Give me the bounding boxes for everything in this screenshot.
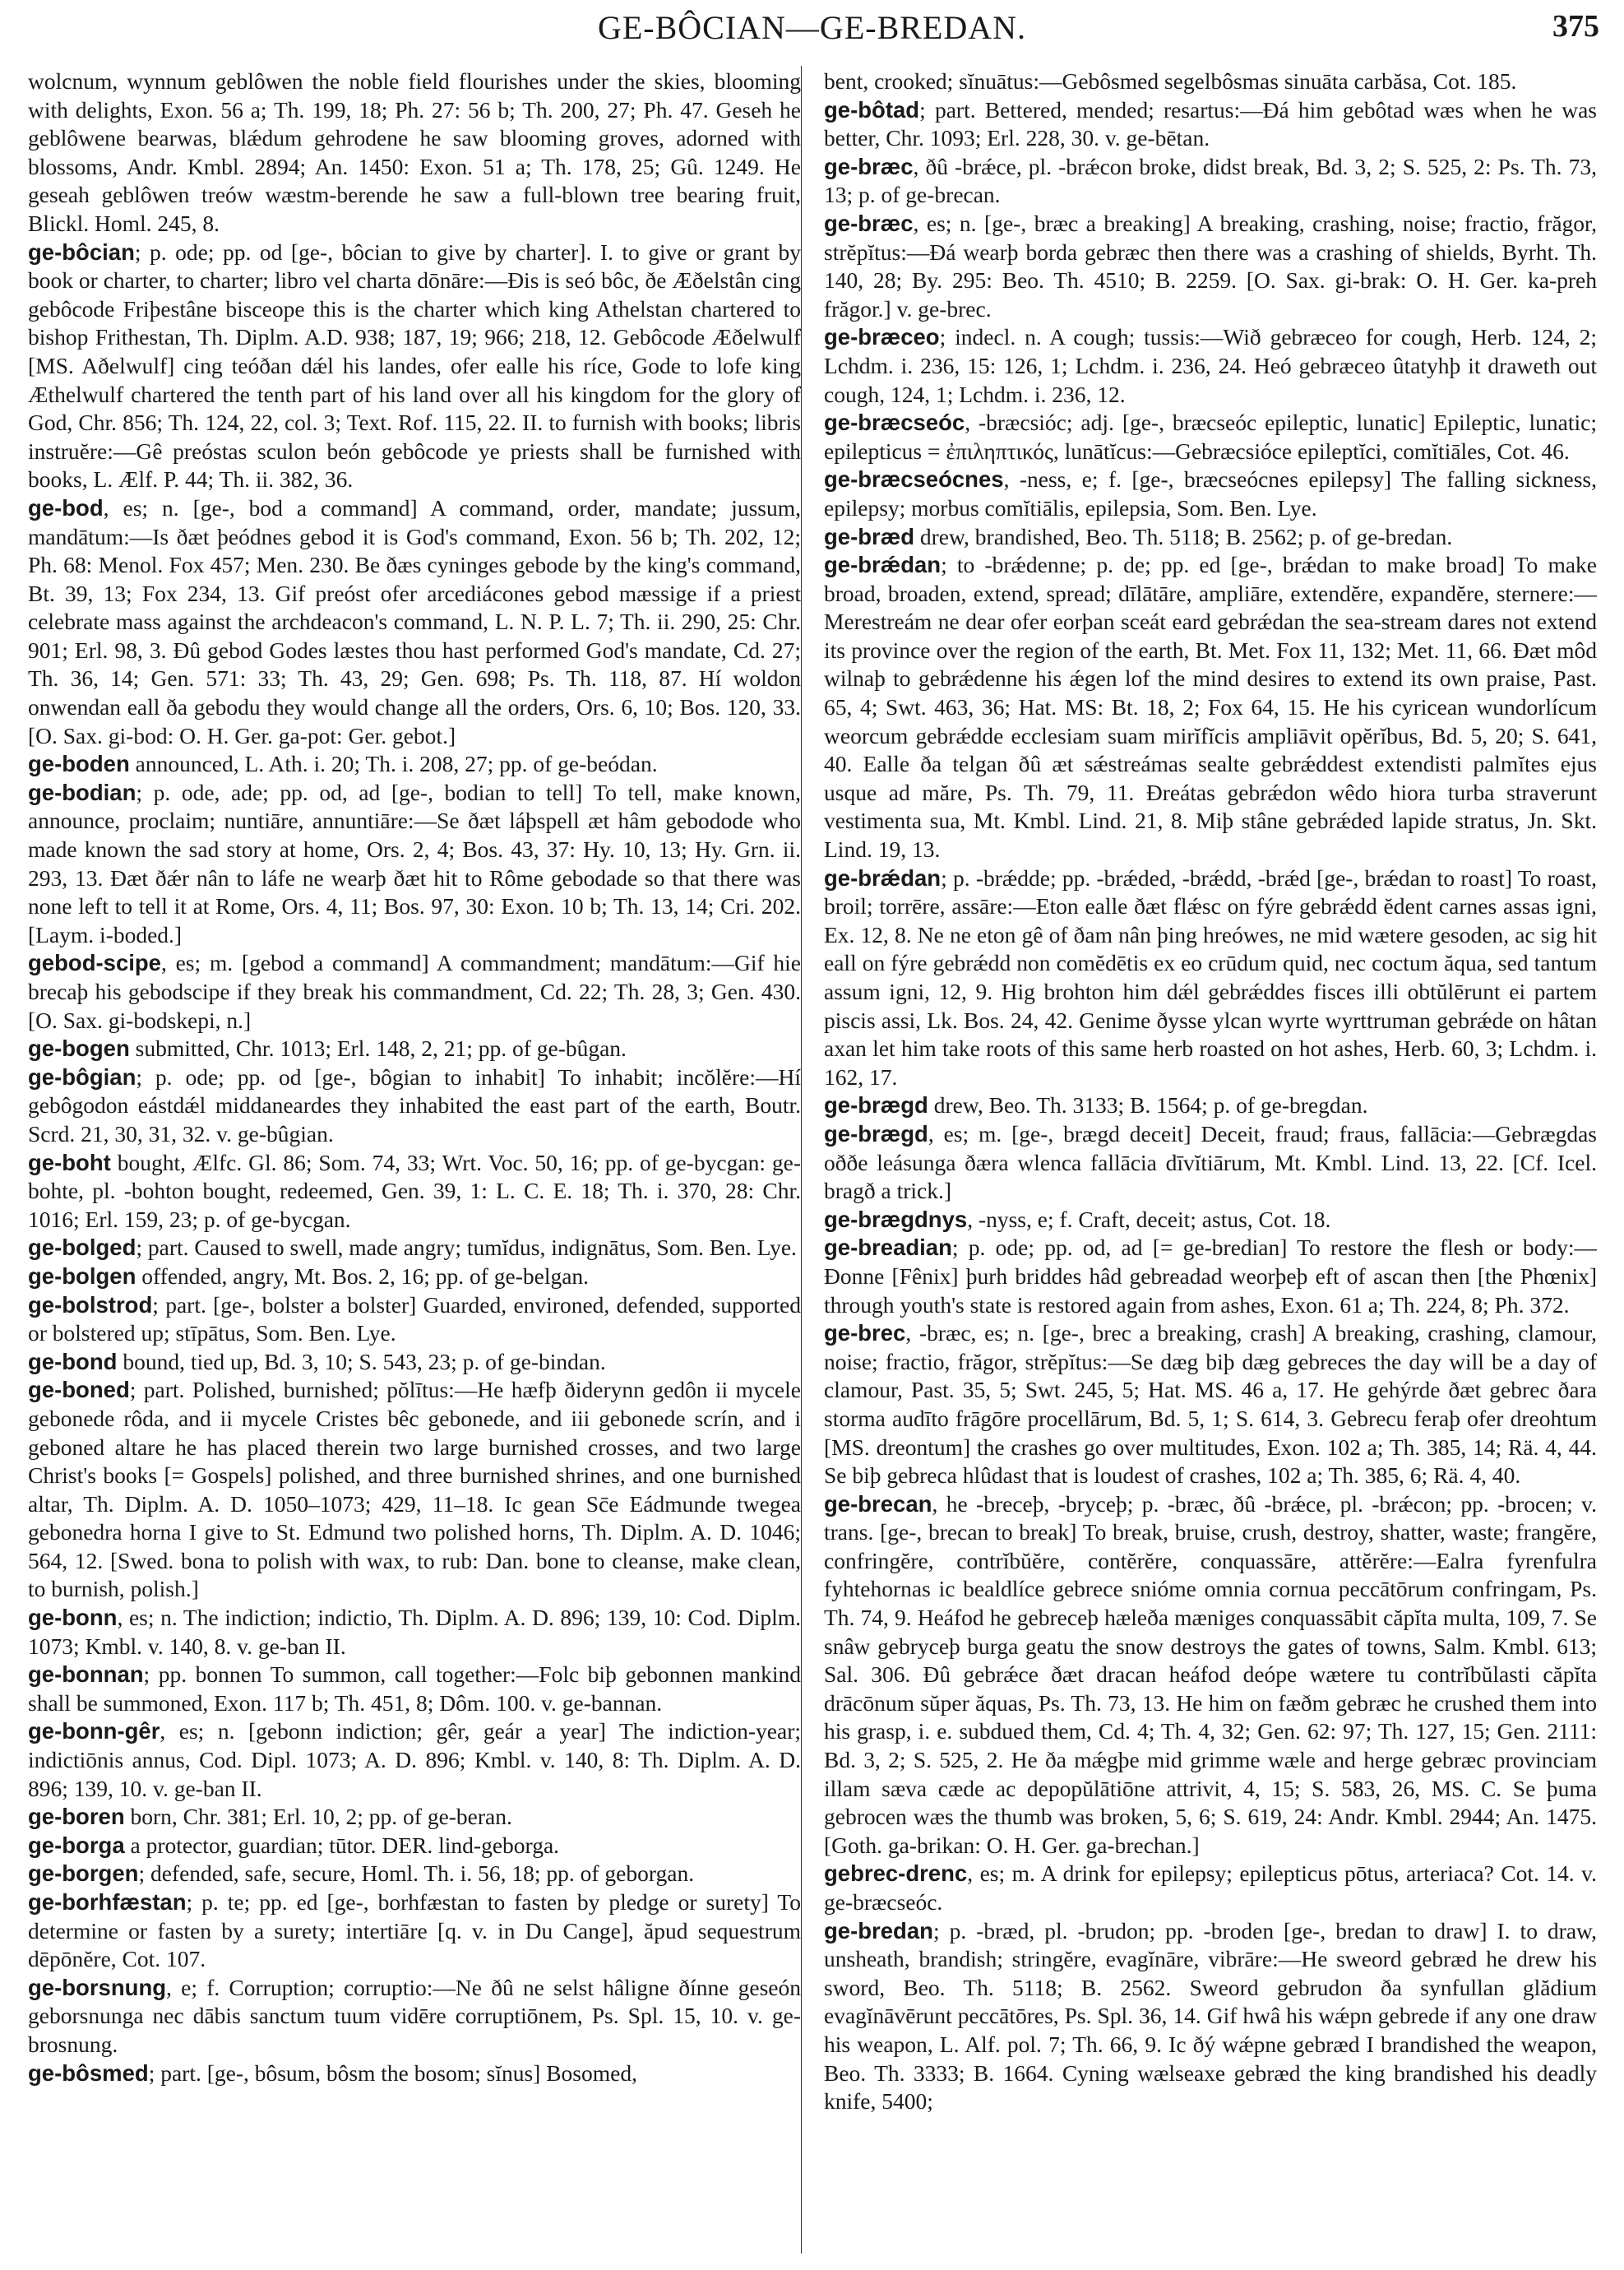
entry-text: bought, Ælfc. Gl. 86; Som. 74, 33; Wrt. Voc. 50, 16; pp. of ge-bycgan: ge-bohte, pl. -bohton bought, redeemed, Gen. 39, 1: L. C. E. 18; Th. i. 370, 28: Chr. 1016; Erl. 159, 23; p. of ge-bycgan. <box>28 1149 801 1232</box>
headword: ge-bond <box>28 1348 118 1374</box>
entry-text: ; p. te; pp. ed [ge-, borhfæstan to fasten by pledge or surety] To determine or fasten by a surety; intertiāre [q. v. in Du Cange], ăpud sequestrum dēpōnĕre, Cot. 107. <box>28 1889 801 1972</box>
headword: ge-bræceo <box>824 324 940 350</box>
entry-text: bent, crooked; sĭnuātus:—Gebôsmed segelbôsmas sinuāta carbăsa, Cot. 185. <box>824 68 1517 94</box>
dictionary-entry <box>28 1234 801 1262</box>
entry-text: ; p. ode; pp. od [ge-, bôcian to give by charter]. I. to give or grant by book or charter, to charter; libro vel charta dōnāre:—Ðis is seó bôc, ðe Æðelstân cing gebôcode Friþestâne bisceope this is the charter which king Athelstan chartered to bishop Frithestan, Th. Diplm. A.D. 938; 187, 19; 966; 218, 12. Gebôcode Æðelwulf [MS. Aðelwulf] cing teóðan dǽl his landes, ofer ealle his ríce, Gode to lofe king Æthelwulf chartered the tenth part of his land over all his kingdom for the glory of God, Chr. 856; Th. 124, 22, col. 3; Text. Rof. 115, 22. II. to furnish with books; libris instruĕre:—Gê preóstas sculon beón gebôcode ye priests shall be furnished with books, L. Ælf. P. 44; Th. ii. 382, 36. <box>28 239 801 493</box>
headword: ge-bonn-gêr <box>28 1718 160 1744</box>
headword: ge-breadian <box>824 1235 952 1261</box>
entry-text: ; part. [ge-, bôsum, bôsm the bosom; sĭnus] Bosomed, <box>148 2059 637 2086</box>
headword: ge-bonn <box>28 1605 118 1631</box>
dictionary-entry <box>824 153 1597 210</box>
dictionary-entry <box>28 1376 801 1604</box>
dictionary-entry <box>824 409 1597 466</box>
right-column <box>824 67 1597 2255</box>
dictionary-entry <box>28 1035 801 1063</box>
entry-text: , -bræc, es; n. [ge-, brec a breaking, crash] A breaking, crashing, clamour, noise; fractio, frăgor, strĕpĭtus:—Se dæg biþ dæg gebreces the day will be a day of clamour, Past. 35, 5; Swt. 245, 5; Hat. MS. 46 a, 17. He gehýrde ðæt gebrec ðara storma audīto frāgōre procellārum, Bd. 5, 1; S. 614, 3. Gebrecu feraþ ofer dreohtum [MS. dreontum] the crashes go over multitudes, Exon. 102 a; Th. 385, 14; Rä. 4, 44. Se biþ gebreca hlûdast that is loudest of crashes, 102 a; Th. 385, 6; Rä. 4, 40. <box>824 1320 1597 1489</box>
headword: ge-borgen <box>28 1860 139 1887</box>
headword: ge-bræc <box>824 153 914 179</box>
entry-text: bound, tied up, Bd. 3, 10; S. 543, 23; p. of ge-bindan. <box>117 1348 606 1374</box>
dictionary-entry <box>824 67 1597 96</box>
headword: ge-bôcian <box>28 239 135 265</box>
dictionary-entry <box>28 779 801 950</box>
entry-text: ; part. Caused to swell, made angry; tumĭdus, indignātus, Som. Ben. Lye. <box>136 1235 797 1261</box>
headword: ge-brǽdan <box>824 552 942 578</box>
headword: gebrec-drenc <box>824 1860 968 1887</box>
entry-text: ; part. Bettered, mended; resartus:—Ðá him gebôtad wæs when he was better, Chr. 1093; Erl. 228, 30. v. ge-bētan. <box>824 96 1597 151</box>
dictionary-entry <box>824 1319 1597 1490</box>
dictionary-entry <box>28 1661 801 1717</box>
dictionary-entry <box>28 1291 801 1348</box>
dictionary-entry <box>28 1717 801 1803</box>
entry-text: born, Chr. 381; Erl. 10, 2; pp. of ge-beran. <box>124 1804 512 1830</box>
dictionary-entry <box>28 1604 801 1661</box>
dictionary-entry <box>824 864 1597 1092</box>
headword: ge-borga <box>28 1832 125 1858</box>
headword: ge-brægd <box>824 1092 928 1119</box>
dictionary-entry <box>824 466 1597 522</box>
column-divider <box>801 66 802 2254</box>
dictionary-entry <box>824 1860 1597 1916</box>
headword: ge-bod <box>28 494 104 521</box>
headword: ge-boden <box>28 751 130 777</box>
dictionary-entry <box>28 949 801 1035</box>
headword: ge-brægdnys <box>824 1206 968 1232</box>
dictionary-entry <box>28 67 801 239</box>
entry-text: offended, angry, Mt. Bos. 2, 16; pp. of ge-belgan. <box>136 1262 590 1289</box>
dictionary-entry <box>824 551 1597 864</box>
entry-text: ; p. -brǽdde; pp. -brǽded, -brǽdd, -brǽd [ge-, brǽdan to roast] To roast, broil; torrēre, assāre:—Eton ealle ðæt flǽsc on fýre gebrǽdd ĕdent carnes assas igni, Ex. 12, 8. Ne ne eton gê of ðam nân þing hreówes, ne mid wætere gesoden, ac sig hit eall on fýre gebrǽdd non comĕdētis ex eo crūdum quid, nec coctum ăqua, sed tantum assum igni, 12, 9. Hig brohton him dǽl gebrǽddes fisces illi obtŭlērunt ei partem piscis assi, Lk. Bos. 24, 42. Genime ðysse ylcan wyrte wyrttruman gebrǽde on hâtan axan let him take roots of this same herb roasted on hot ashes, Herb. 60, 3; Lchdm. i. 162, 17. <box>824 864 1597 1090</box>
dictionary-entry <box>824 1917 1597 2116</box>
headword: ge-bôtad <box>824 96 920 123</box>
headword: ge-brecan <box>824 1490 932 1517</box>
dictionary-entry <box>824 523 1597 552</box>
dictionary-entry <box>28 2059 801 2088</box>
dictionary-entry <box>28 1803 801 1832</box>
entry-text: ; part. Polished, burnished; pŏlītus:—He hæfþ ðiderynn gedôn ii mycele gebonede rôda, and ii mycele Cristes bêc gebonede, and iii gebonede scrín, and i geboned altare he has placed therein two large burnished crosses, and two large Christ's books [= Gospels] polished, and three burnished shrines, and one burnished altar, Th. Diplm. A. D. 1050–1073; 429, 11–18. Ic gean Sc̄e Eádmunde twegea gebonedra horna I give to St. Edmund two polished horns, Th. Diplm. A. D. 1046; 564, 12. [Swed. bona to polish with wax, to rub: Dan. bone to cleanse, make clean, to burnish, polish.] <box>28 1377 801 1602</box>
dictionary-entry <box>28 750 801 779</box>
dictionary-entry <box>28 1262 801 1291</box>
headword: ge-bolstrod <box>28 1291 153 1318</box>
entry-text: , he -breceþ, -bryceþ; p. -bræc, ðû -brǽce, pl. -brǽcon; pp. -brocen; v. trans. [ge-, brecan to break] To break, bruise, crush, destroy, shatter, waste; frangĕre, confringĕre, contrĭbŭĕre, contĕrĕre, conquassāre, attĕrĕre:—Ealra fyrenfulra fyhtehornas ic bealdlíce gebrece snióme omnia cornua peccātōrum confringam, Ps. Th. 74, 9. Heáfod he gebreceþ hæleða mæniges conquassābit căpĭta multa, 109, 7. Se snâw gebryceþ burga geatu the snow destroys the gates of towns, Salm. Kmbl. 613; Sal. 306. Ðû gebrǽce ðæt dracan heáfod deópe wætere tu contrĭbŭlasti căpĭta drācōnum sŭper ăquas, Ps. Th. 73, 13. He him on fæðm gebræc he crushed them into his grasp, i. e. subdued them, Cd. 4; Th. 4, 32; Gen. 62: 97; Th. 127, 15; Gen. 2111: Bd. 3, 2; S. 525, 2. He ða mǽgþe mid grimme wæle and herge gebræc provinciam illam sæva cæde ac depopŭlātiōne attrivit, 4, 15; S. 583, 26, MS. C. Se þuma gebrocen wæs the thumb was broken, 5, 6; S. 619, 24: Andr. Kmbl. 2944; An. 1475. [Goth. ga-brikan: O. H. Ger. ga-brechan.] <box>824 1490 1597 1858</box>
dictionary-entry <box>824 210 1597 323</box>
entry-text: , es; n. The indiction; indictio, Th. Diplm. A. D. 896; 139, 10: Cod. Diplm. 1073; Kmbl. v. 140, 8. v. ge-ban II. <box>28 1605 801 1659</box>
dictionary-entry <box>824 1206 1597 1235</box>
entry-text: ; p. ode; pp. od [ge-, bôgian to inhabit] To inhabit; incŏlĕre:—Hí gebôgodon eástdǽl middaneardes they inhabited the east part of the earth, Boutr. Scrd. 21, 30, 31, 32. v. ge-bûgian. <box>28 1063 801 1147</box>
entry-text: , es; m. A drink for epilepsy; epilepticus pōtus, arteriaca? Cot. 14. v. ge-bræcseóc. <box>824 1860 1597 1915</box>
entry-text: ; pp. bonnen To summon, call together:—Folc biþ gebonnen mankind shall be summoned, Exon. 117 b; Th. 451, 8; Dôm. 100. v. ge-bannan. <box>28 1661 801 1716</box>
headword: ge-borsnung <box>28 1974 167 2000</box>
entry-text: ; p. ode; pp. od, ad [= ge-bredian] To restore the flesh or body:—Ðonne [Fênix] þurh briddes hâd gebreadad weorþeþ eft of ascan then [the Phœnix] through youth's state is restored again from ashes, Exon. 61 a; Th. 224, 8; Ph. 372. <box>824 1235 1597 1318</box>
headword: ge-bodian <box>28 779 136 805</box>
entry-text: submitted, Chr. 1013; Erl. 148, 2, 21; pp. of ge-bûgan. <box>129 1035 627 1062</box>
entry-text: ; p. ode, ade; pp. od, ad [ge-, bodian to tell] To tell, make known, announce, proclaim; nuntiāre, annuntiāre:—Se ðæt láþspell æt hâm gebodode who made known the sad story at home, Ors. 2, 4; Bos. 43, 37: Hy. 10, 13; Hy. Grn. ii. 293, 13. Ðæt ðǽr nân to láfe ne wearþ ðæt hit to Rôme gebodade so that there was none left to tell it at Rome, Ors. 4, 11; Bos. 97, 30: Exon. 10 b; Th. 13, 14; Cri. 202. [Laym. i-boded.] <box>28 779 801 947</box>
entry-text: , es; n. [ge-, bod a command] A command, order, mandate; jussum, mandātum:—Is ðæt þeódnes gebod it is God's command, Exon. 56 b; Th. 202, 12; Ph. 68: Menol. Fox 457; Men. 230. Be ðæs cyninges gebode by the king's command, Bt. 39, 13; Fox 234, 13. Gif preóst ofer arcediácones gebod mæssige if a priest celebrate mass against the archdeacon's command, L. N. P. L. 7; Th. ii. 290, 25: Chr. 901; Erl. 98, 3. Ðû gebod Godes læstes thou hast performed God's mandate, Cd. 27; Th. 36, 14; Gen. 571: 33; Th. 43, 29; Gen. 698; Ps. Th. 118, 87. Hí woldon onwendan eall ða gebodu they would change all the orders, Ors. 6, 10; Bos. 120, 33. [O. Sax. gi-bod: O. H. Ger. ga-pot: Ger. gebot.] <box>28 494 801 748</box>
headword: ge-bræc <box>824 210 914 236</box>
left-column <box>28 67 801 2255</box>
headword: ge-bôsmed <box>28 2059 149 2086</box>
dictionary-entry <box>28 1348 801 1377</box>
entry-text: , -nyss, e; f. Craft, deceit; astus, Cot. 18. <box>967 1206 1331 1232</box>
page-number: 375 <box>1552 9 1599 44</box>
headword: ge-bræcseócnes <box>824 466 1004 493</box>
entry-text: , -ness, e; f. [ge-, bræcseócnes epilepsy] The falling sickness, epilepsy; morbus comĭtiālis, epilepsia, Som. Ben. Lye. <box>824 466 1597 521</box>
entry-text: ; defended, safe, secure, Homl. Th. i. 56, 18; pp. of geborgan. <box>138 1860 695 1887</box>
entry-text: drew, brandished, Beo. Th. 5118; B. 2562; p. of ge-bredan. <box>914 523 1453 549</box>
running-head: GE-BÔCIAN—GE-BREDAN. <box>597 9 1027 46</box>
entry-text: , -bræcsióc; adj. [ge-, bræcseóc epileptic, lunatic] Epileptic, lunatic; epilepticus = ἐπιληπτικός, lunātĭcus:—Gebræcsióce epileptĭci, comĭtiāles, Cot. 46. <box>824 410 1597 464</box>
dictionary-entry <box>824 323 1597 409</box>
headword: ge-bolged <box>28 1235 136 1261</box>
dictionary-entry <box>28 239 801 494</box>
headword: ge-borhfæstan <box>28 1889 187 1915</box>
dictionary-entry <box>824 1120 1597 1206</box>
entry-text: , es; n. [ge-, bræc a breaking] A breaking, crashing, noise; fractio, frăgor, strĕpĭtus:—Ðá wearþ borda gebræc then there was a crashing of shields, Byrht. Th. 140, 28; By. 295: Beo. Th. 4510; B. 2259. [O. Sax. gi-brak: O. H. Ger. ka-preh frăgor.] v. ge-brec. <box>824 210 1597 322</box>
headword: ge-bogen <box>28 1035 130 1062</box>
headword: gebod-scipe <box>28 950 161 976</box>
entry-text: , ðû -brǽce, pl. -brǽcon broke, didst break, Bd. 3, 2; S. 525, 2: Ps. Th. 73, 13; p. of ge-brecan. <box>824 153 1597 208</box>
entry-text: , es; m. [ge-, brægd deceit] Deceit, fraud; fraus, fallācia:—Gebrægdas oððe leásunga ðæra wlenca fallācia dīvĭtiārum, Mt. Kmbl. Lind. 13, 22. [Cf. Icel. bragð a trick.] <box>824 1120 1597 1204</box>
dictionary-entry <box>28 1888 801 1974</box>
entry-text: ; part. [ge-, bolster a bolster] Guarded, environed, defended, supported or bolstered up; stīpātus, Som. Ben. Lye. <box>28 1291 801 1346</box>
entry-text: ; indecl. n. A cough; tussis:—Wið gebræceo for cough, Herb. 124, 2; Lchdm. i. 236, 15: 126, 1; Lchdm. i. 236, 24. Heó gebræceo ûtatyhþ it draweth out cough, 124, 1; Lchdm. i. 236, 12. <box>824 324 1597 407</box>
entry-text: , e; f. Corruption; corruptio:—Ne ðû ne selst hâligne ðínne geseón geborsnunga nec dābis sanctum tuum vidēre corruptiōnem, Ps. Spl. 15, 10. v. ge-brosnung. <box>28 1974 801 2057</box>
headword: ge-boht <box>28 1149 111 1175</box>
dictionary-entry <box>28 1832 801 1860</box>
headword: ge-brec <box>824 1320 906 1346</box>
dictionary-entry <box>28 1149 801 1235</box>
dictionary-entry <box>28 494 801 750</box>
dictionary-entry <box>824 96 1597 153</box>
dictionary-entry <box>28 1974 801 2059</box>
dictionary-entry <box>824 1490 1597 1860</box>
dictionary-entry <box>824 1091 1597 1120</box>
headword: ge-boned <box>28 1377 130 1403</box>
dictionary-entry <box>824 1234 1597 1319</box>
headword: ge-bræcseóc <box>824 410 965 436</box>
page-header <box>0 0 1624 51</box>
headword: ge-bolgen <box>28 1262 136 1289</box>
dictionary-entry <box>28 1063 801 1149</box>
headword: ge-bræd <box>824 523 914 549</box>
entry-text: ; p. -bræd, pl. -brudon; pp. -broden [ge-, bredan to draw] I. to draw, unsheath, brandish; stringĕre, evagĭnāre, vibrāre:—He sweord gebræd he drew his sword, Beo. Th. 5118; B. 2562. Sweord gebrudon ða synfullan glădium evagĭnāvērunt peccātōres, Ps. Spl. 36, 14. Gif hwâ his wǽpn gebrede if any one draw his weapon, L. Alf. pol. 7; Th. 66, 9. Ic ðý wǽpne gebræd I brandished the weapon, Beo. Th. 3333; B. 1664. Cyning wælseaxe gebræd the king brandished his deadly knife, 5400; <box>824 1917 1597 2115</box>
entry-text: ; to -brǽdenne; p. de; pp. ed [ge-, brǽdan to make broad] To make broad, broaden, extend, spread; dīlātāre, ampliāre, extendĕre, expandĕre, sternere:—Merestreám ne dear ofer eorþan sceát eard gebrǽdan the sea-stream dares not extend its province over the region of the earth, Bt. Met. Fox 11, 132; Met. 11, 66. Ðæt môd wilnaþ to gebrǽdenne his ǽgen lof the mind desires to extend its own praise, Past. 65, 4; Swt. 463, 36; Hat. MS: Bt. 18, 2; Fox 64, 15. He his cyricean wundorlícum weorcum gebrǽdde ecclesiam suam mirĭfĭcis ampliāvit opĕrĭbus, Bd. 5, 20; S. 641, 40. Ealle ða telgan ðû æt sǽstreámas sealte gebrǽddest extendisti palmĭtes ejus usque ad măre, Ps. Th. 79, 11. Ðreátas gebrǽdon wêdo hiora turba straverunt vestimenta sua, Mt. Kmbl. Lind. 21, 8. Miþ stâne gebrǽded lapide stratus, Jn. Skt. Lind. 19, 13. <box>824 552 1597 863</box>
entry-text: announced, L. Ath. i. 20; Th. i. 208, 27; pp. of ge-beódan. <box>129 751 658 777</box>
entry-text: , es; m. [gebod a command] A commandment; mandātum:—Gif hie brecaþ his gebodscipe if they break his commandment, Cd. 22; Th. 28, 3; Gen. 430. [O. Sax. gi-bodskepi, n.] <box>28 950 801 1033</box>
dictionary-entry <box>28 1860 801 1888</box>
headword: ge-bôgian <box>28 1063 136 1090</box>
headword: ge-brǽdan <box>824 864 942 891</box>
headword: ge-bredan <box>824 1917 933 1943</box>
entry-text: wolcnum, wynnum geblôwen the noble field flourishes under the skies, blooming with delights, Exon. 56 a; Th. 199, 18; Ph. 27: 56 b; Th. 200, 27; Ph. 47. Geseh he geblôwene bearwas, blǽdum gehrodene he saw blooming groves, adorned with blossoms, Andr. Kmbl. 2894; An. 1450: Exon. 51 a; Th. 178, 25; Gû. 1249. He geseah geblôwen treów wæstm-berende he saw a full-blown tree bearing fruit, Blickl. Homl. 245, 8. <box>28 68 801 236</box>
entry-text: a protector, guardian; tūtor. DER. lind-geborga. <box>124 1832 560 1858</box>
headword: ge-brægd <box>824 1120 928 1147</box>
entry-text: , es; n. [gebonn indiction; gêr, geár a year] The indiction-year; indictiōnis annus, Cod. Dipl. 1073; A. D. 896; Kmbl. v. 140, 8: Th. Diplm. A. D. 896; 139, 10. v. ge-ban II. <box>28 1718 801 1801</box>
entry-text: drew, Beo. Th. 3133; B. 1564; p. of ge-bregdan. <box>928 1092 1368 1119</box>
headword: ge-boren <box>28 1804 125 1830</box>
headword: ge-bonnan <box>28 1661 144 1688</box>
